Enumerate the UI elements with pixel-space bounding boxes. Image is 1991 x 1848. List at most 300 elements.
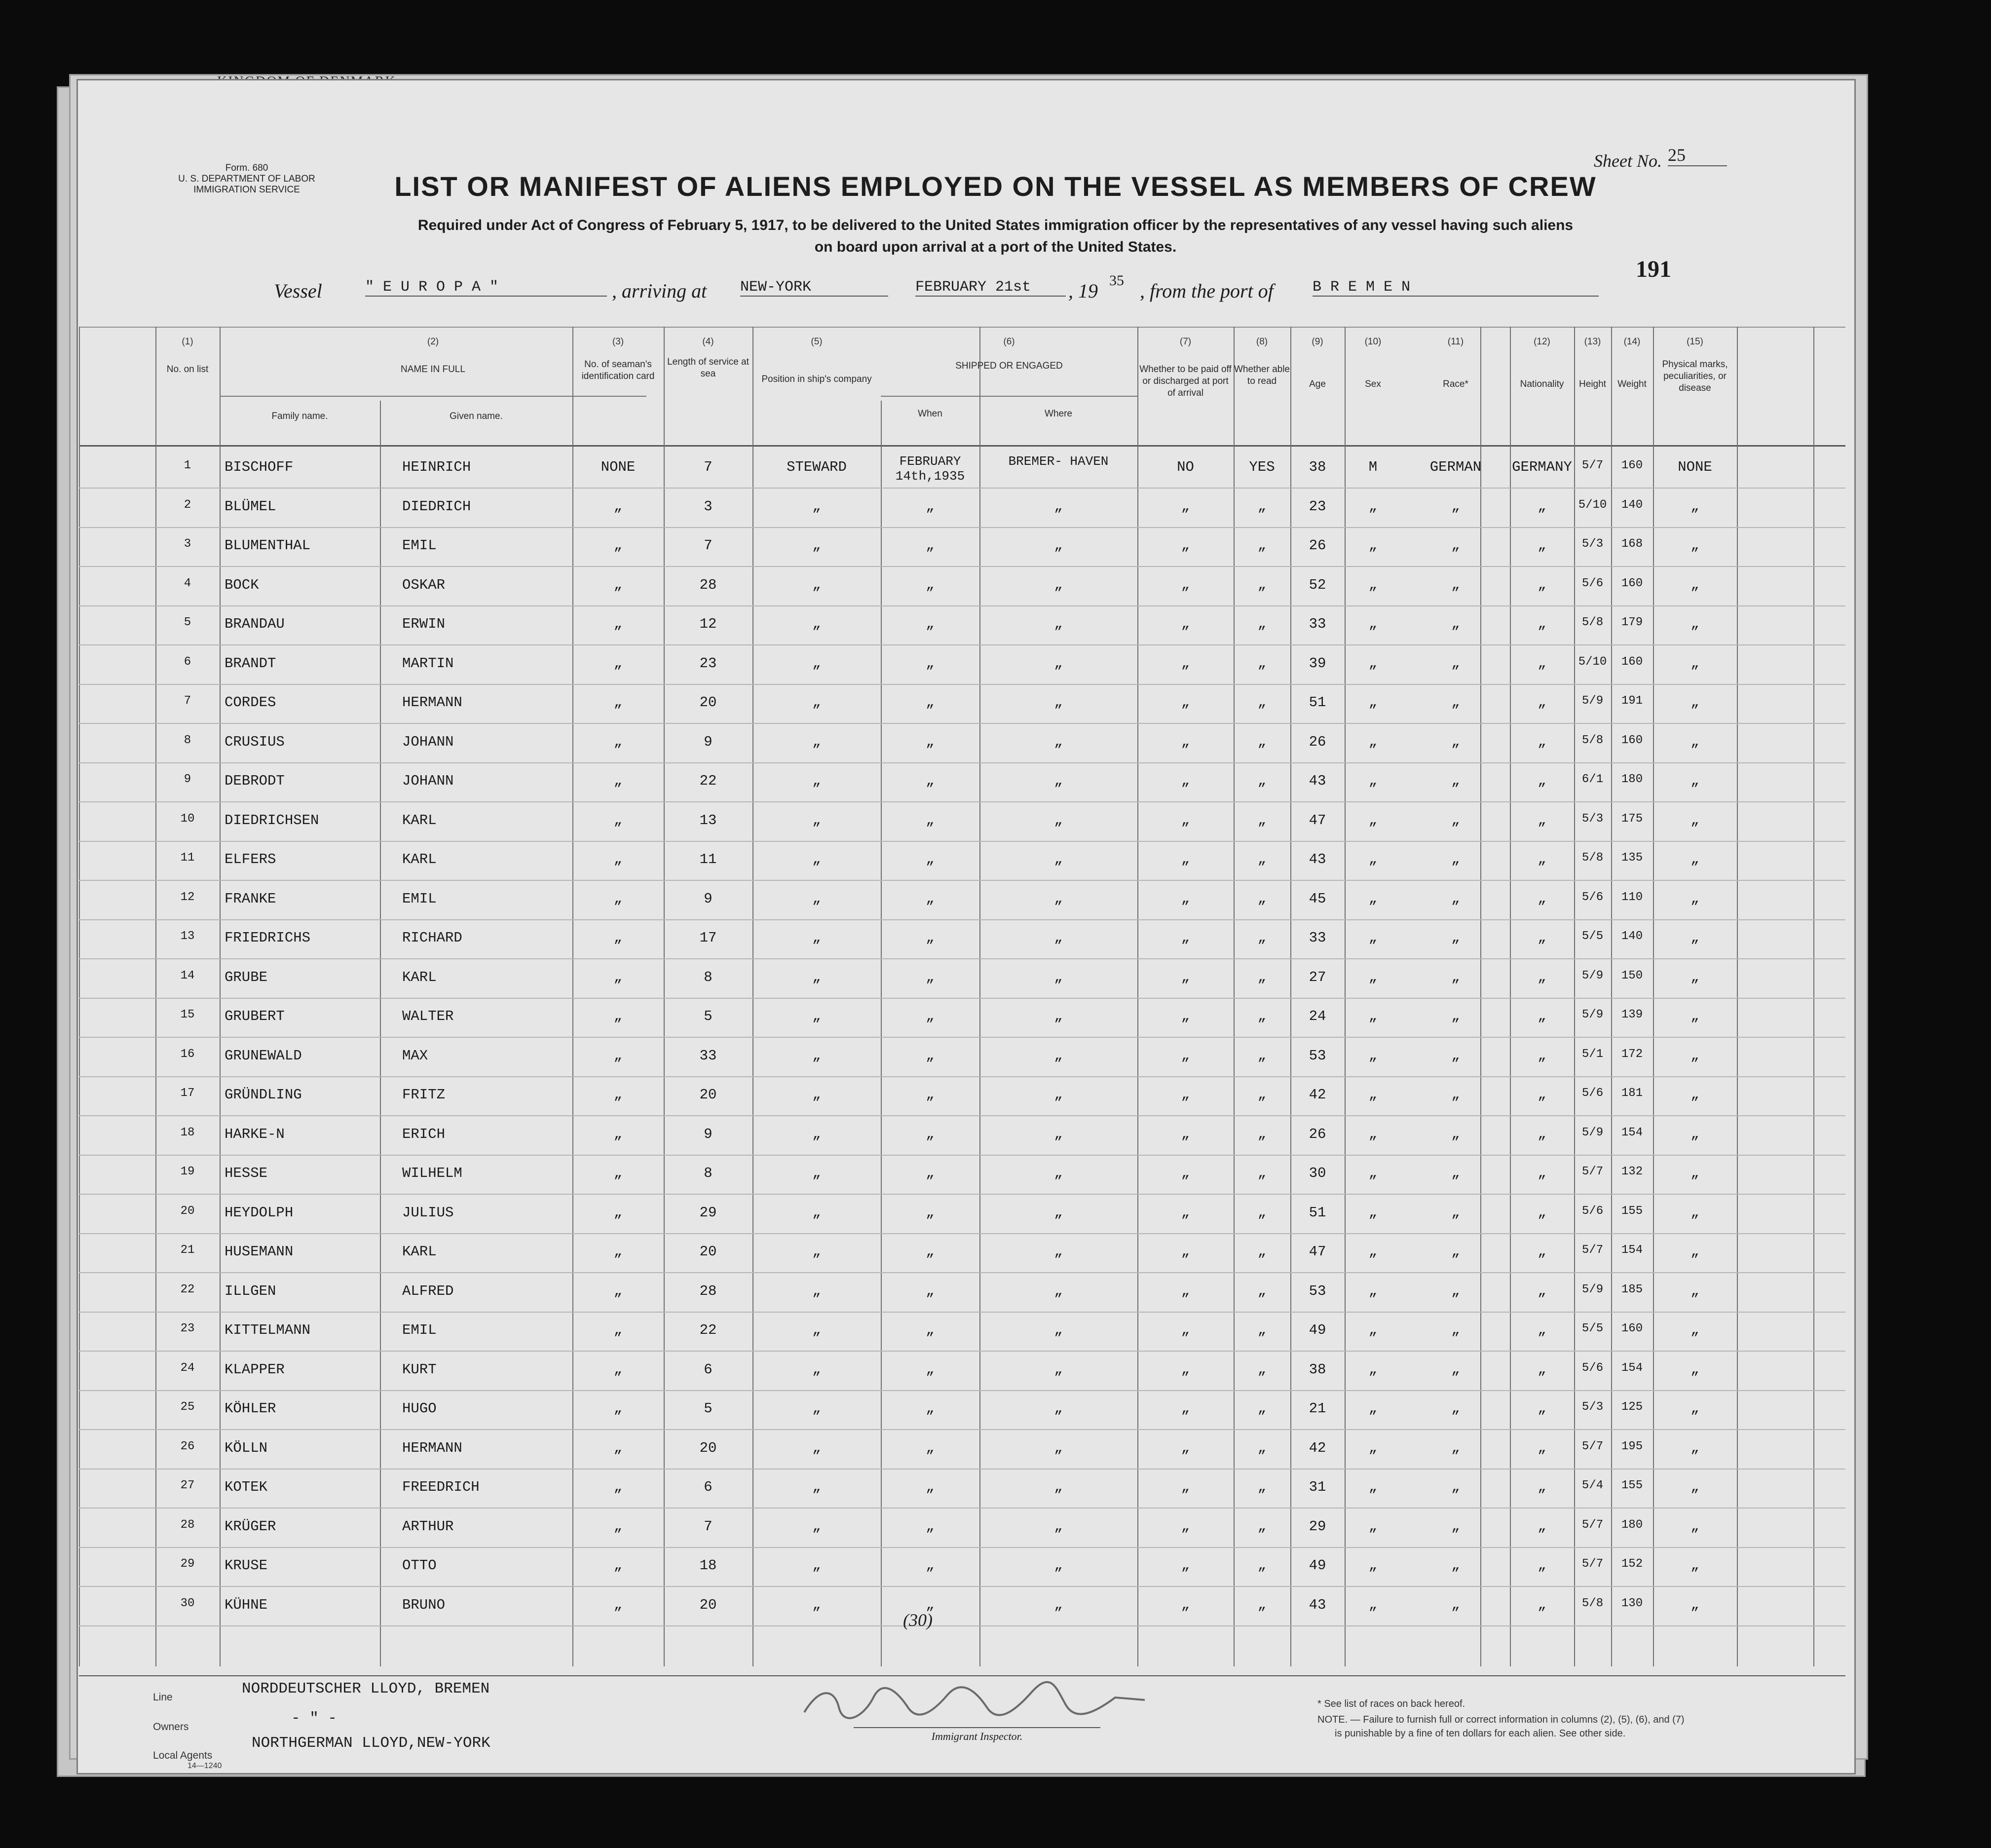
cell-race: „	[1451, 1244, 1460, 1260]
cell-family: BRANDAU	[225, 616, 285, 632]
cell-given: JOHANN	[402, 773, 454, 789]
cell-age: 53	[1309, 1282, 1326, 1299]
cell-height: 5/6	[1581, 890, 1604, 904]
cell-age: 49	[1309, 1557, 1326, 1574]
cell-nationality: „	[1538, 930, 1546, 946]
cell-card: „	[613, 537, 623, 554]
cell-weight: 110	[1621, 890, 1643, 904]
cell-sex: „	[1368, 1361, 1378, 1378]
cell-age: 53	[1309, 1047, 1326, 1064]
cell-age: 26	[1309, 537, 1326, 554]
header-nationality: Nationality	[1520, 379, 1564, 389]
cell-card: „	[613, 733, 623, 750]
row-rule	[79, 644, 1845, 645]
arriving-port: NEW-YORK	[740, 279, 888, 297]
cell-race: „	[1451, 733, 1460, 750]
cell-given: HERMANN	[402, 1439, 462, 1456]
cell-where: „	[1054, 733, 1063, 750]
cell-no: 26	[180, 1439, 195, 1453]
cell-no: 29	[180, 1557, 195, 1571]
cell-race: „	[1451, 1400, 1460, 1417]
cell-service: 6	[704, 1361, 713, 1378]
cell-race: „	[1451, 1165, 1460, 1181]
cell-no: 3	[184, 537, 191, 551]
cell-sex: „	[1368, 1165, 1378, 1181]
cell-age: 24	[1309, 1008, 1326, 1024]
cell-paid: „	[1181, 1282, 1190, 1299]
cell-sex: „	[1368, 1400, 1378, 1417]
cell-marks: „	[1690, 498, 1699, 515]
cell-weight: 175	[1621, 812, 1643, 826]
cell-read: „	[1257, 812, 1267, 829]
bracket-total: (30)	[903, 1610, 933, 1630]
cell-age: 47	[1309, 812, 1326, 829]
cell-no: 22	[180, 1282, 195, 1296]
from-port: B R E M E N	[1313, 279, 1599, 297]
cell-paid: „	[1181, 498, 1190, 515]
cell-where: „	[1054, 1518, 1063, 1535]
cell-marks: „	[1690, 1126, 1699, 1142]
cell-sex: „	[1368, 969, 1378, 985]
colnum-3: (3)	[612, 337, 624, 347]
cell-marks: „	[1690, 851, 1699, 867]
cell-nationality: „	[1538, 733, 1546, 750]
cell-card: „	[613, 930, 623, 946]
cell-age: 26	[1309, 1126, 1326, 1142]
cell-no: 28	[180, 1518, 195, 1532]
cell-height: 5/7	[1581, 1557, 1604, 1571]
cell-service: 28	[699, 1282, 717, 1299]
cell-paid: „	[1181, 1479, 1190, 1495]
inspector-signature	[799, 1678, 1155, 1722]
cell-marks: „	[1690, 1518, 1699, 1535]
subtitle-line-1: Required under Act of Congress of February 5, 1917, to be delivered to the United States immigration officer by the representatives of any vessel having such aliens	[417, 217, 1574, 233]
row-rule	[79, 1233, 1845, 1234]
cell-when: „	[926, 1204, 935, 1221]
cell-nationality: „	[1538, 1087, 1546, 1103]
cell-nationality: „	[1538, 969, 1546, 985]
cell-marks: „	[1690, 1244, 1699, 1260]
cell-weight: 132	[1621, 1165, 1643, 1178]
cell-read: „	[1257, 1322, 1267, 1338]
header-no-on-list: No. on list	[166, 364, 209, 375]
cell-marks: „	[1690, 733, 1699, 750]
cell-given: EMIL	[402, 1322, 437, 1338]
cell-age: 52	[1309, 576, 1326, 593]
row-rule	[79, 566, 1845, 567]
cell-read: „	[1257, 773, 1267, 789]
cell-no: 23	[180, 1322, 195, 1335]
cell-family: BLUMENTHAL	[225, 537, 311, 554]
cell-marks: „	[1690, 1557, 1699, 1574]
cell-race: „	[1451, 616, 1460, 632]
cell-weight: 160	[1621, 733, 1643, 747]
cell-position: „	[812, 851, 821, 867]
cell-where: „	[1054, 537, 1063, 554]
header-paid-off: Whether to be paid off or discharged at port of arrival	[1139, 364, 1232, 398]
colnum-15: (15)	[1687, 337, 1703, 347]
cell-weight: 125	[1621, 1400, 1643, 1414]
row-rule	[79, 1194, 1845, 1195]
cell-no: 30	[180, 1596, 195, 1610]
cell-given: KARL	[402, 969, 437, 985]
footer-rule	[79, 1675, 1845, 1676]
cell-height: 5/8	[1581, 1596, 1604, 1610]
row-rule	[79, 1115, 1845, 1116]
header-able-to-read: Whether able to read	[1234, 364, 1290, 386]
cell-position: „	[812, 890, 821, 907]
cell-where: „	[1054, 1596, 1063, 1613]
cell-where: „	[1054, 1439, 1063, 1456]
cell-read: „	[1257, 537, 1267, 554]
cell-race: „	[1451, 1204, 1460, 1221]
cell-when: „	[926, 1557, 935, 1574]
cell-marks: „	[1690, 576, 1699, 593]
cell-sex: „	[1368, 576, 1378, 593]
cell-position: „	[812, 576, 821, 593]
cell-height: 5/8	[1581, 616, 1604, 629]
row-rule	[79, 1272, 1845, 1273]
cell-weight: 154	[1621, 1361, 1643, 1375]
cell-no: 25	[180, 1400, 195, 1414]
cell-no: 12	[180, 890, 195, 904]
year-suffix: 35	[1109, 272, 1124, 289]
cell-read: YES	[1249, 459, 1275, 475]
cell-read: „	[1257, 1244, 1267, 1260]
cell-marks: „	[1690, 1165, 1699, 1181]
cell-marks: „	[1690, 890, 1699, 907]
shipped-subheader-rule	[881, 396, 1137, 397]
cell-weight: 160	[1621, 1322, 1643, 1335]
cell-where: „	[1054, 694, 1063, 711]
colnum-10: (10)	[1364, 337, 1382, 347]
cell-age: 38	[1309, 1361, 1326, 1378]
cell-read: „	[1257, 1008, 1267, 1024]
cell-family: BRANDT	[225, 655, 276, 672]
cell-when: „	[926, 616, 935, 632]
cell-sex: „	[1368, 733, 1378, 750]
cell-card: „	[613, 576, 623, 593]
cell-card: „	[613, 1008, 623, 1024]
cell-service: 22	[699, 1322, 717, 1338]
cell-race: „	[1451, 773, 1460, 789]
cell-sex: „	[1368, 1087, 1378, 1103]
cell-card: „	[613, 1165, 623, 1181]
cell-service: 5	[704, 1400, 713, 1417]
cell-family: FRANKE	[225, 890, 276, 907]
cell-weight: 140	[1621, 930, 1643, 943]
colnum-12: (12)	[1534, 337, 1550, 347]
cell-paid: NO	[1177, 459, 1194, 475]
cell-marks: „	[1690, 1400, 1699, 1417]
cell-when: „	[926, 1126, 935, 1142]
cell-nationality: „	[1538, 773, 1546, 789]
cell-where: „	[1054, 498, 1063, 515]
cell-age: 51	[1309, 694, 1326, 711]
cell-paid: „	[1181, 1126, 1190, 1142]
cell-card: „	[613, 1244, 623, 1260]
cell-race: „	[1451, 576, 1460, 593]
cell-race: „	[1451, 1361, 1460, 1378]
cell-position: „	[812, 733, 821, 750]
inspector-label: Immigrant Inspector.	[854, 1727, 1100, 1743]
cell-weight: 179	[1621, 616, 1643, 629]
cell-height: 5/9	[1581, 1008, 1604, 1021]
cell-service: 20	[699, 1439, 717, 1456]
header-given-name: Given name.	[450, 411, 503, 421]
cell-sex: „	[1368, 655, 1378, 672]
cell-age: 33	[1309, 930, 1326, 946]
cell-height: 5/5	[1581, 1322, 1604, 1335]
cell-paid: „	[1181, 694, 1190, 711]
cell-card: NONE	[601, 459, 636, 475]
cell-race: „	[1451, 930, 1460, 946]
header-weight: Weight	[1617, 379, 1647, 389]
cell-paid: „	[1181, 773, 1190, 789]
cell-given: HEINRICH	[402, 459, 471, 475]
cell-marks: „	[1690, 1047, 1699, 1064]
cell-when: FEBRUARY 14th,1935	[895, 454, 965, 484]
cell-paid: „	[1181, 1244, 1190, 1260]
row-rule	[79, 527, 1845, 528]
table-top-rule	[79, 327, 1845, 328]
cell-weight: 139	[1621, 1008, 1643, 1021]
cell-race: „	[1451, 1322, 1460, 1338]
cell-race: „	[1451, 1557, 1460, 1574]
cell-when: „	[926, 498, 935, 515]
cell-service: 20	[699, 1596, 717, 1613]
row-rule	[79, 1469, 1845, 1470]
cell-when: „	[926, 890, 935, 907]
cell-position: „	[812, 1282, 821, 1299]
cell-race: „	[1451, 812, 1460, 829]
cell-nationality: GERMANY	[1512, 459, 1572, 475]
cell-height: 5/9	[1581, 1282, 1604, 1296]
row-rule	[79, 1429, 1845, 1430]
cell-service: 9	[704, 733, 713, 750]
cell-weight: 160	[1621, 459, 1643, 472]
note-penalty-1: NOTE. — Failure to furnish full or correct information in columns (2), (5), (6), and (7)	[1317, 1714, 1685, 1725]
cell-family: CRUSIUS	[225, 733, 285, 750]
cell-no: 1	[184, 459, 191, 472]
from-label: , from the port of	[1140, 280, 1274, 302]
cell-race: „	[1451, 1479, 1460, 1495]
cell-sex: „	[1368, 1518, 1378, 1535]
cell-marks: „	[1690, 694, 1699, 711]
cell-given: DIEDRICH	[402, 498, 471, 515]
cell-weight: 185	[1621, 1282, 1643, 1296]
cell-weight: 180	[1621, 773, 1643, 786]
cell-service: 20	[699, 1087, 717, 1103]
cell-weight: 130	[1621, 1596, 1643, 1610]
cell-height: 5/1	[1581, 1047, 1604, 1061]
cell-age: 31	[1309, 1479, 1326, 1495]
cell-marks: NONE	[1678, 459, 1712, 475]
cell-position: STEWARD	[787, 459, 847, 475]
cell-when: „	[926, 930, 935, 946]
cell-given: ERWIN	[402, 616, 446, 632]
cell-card: „	[613, 1087, 623, 1103]
cell-age: 45	[1309, 890, 1326, 907]
cell-sex: „	[1368, 1047, 1378, 1064]
cell-service: 9	[704, 890, 713, 907]
cell-nationality: „	[1538, 1361, 1546, 1378]
cell-sex: „	[1368, 773, 1378, 789]
cell-read: „	[1257, 851, 1267, 867]
cell-marks: „	[1690, 1282, 1699, 1299]
cell-height: 5/10	[1578, 655, 1607, 669]
cell-sex: M	[1368, 459, 1378, 475]
colnum-14: (14)	[1623, 337, 1641, 347]
cell-position: „	[812, 1165, 821, 1181]
row-rule	[79, 723, 1845, 724]
cell-family: GRÜNDLING	[225, 1087, 302, 1103]
cell-weight: 155	[1621, 1479, 1643, 1492]
cell-family: KÖLLN	[225, 1439, 268, 1456]
row-rule	[79, 605, 1845, 606]
cell-position: „	[812, 1244, 821, 1260]
cell-height: 5/6	[1581, 576, 1604, 590]
cell-position: „	[812, 694, 821, 711]
cell-age: 39	[1309, 655, 1326, 672]
cell-when: „	[926, 1596, 935, 1613]
row-rule	[79, 1547, 1845, 1548]
cell-paid: „	[1181, 851, 1190, 867]
cell-position: „	[812, 1557, 821, 1574]
cell-weight: 155	[1621, 1204, 1643, 1218]
cell-paid: „	[1181, 576, 1190, 593]
cell-card: „	[613, 1479, 623, 1495]
cell-height: 5/3	[1581, 812, 1604, 826]
header-physical-marks: Physical marks, peculiarities, or disease	[1662, 359, 1728, 393]
cell-where: „	[1054, 1126, 1063, 1142]
cell-card: „	[613, 1282, 623, 1299]
cell-sex: „	[1368, 498, 1378, 515]
cell-paid: „	[1181, 537, 1190, 554]
cell-where: „	[1054, 1087, 1063, 1103]
cell-paid: „	[1181, 1518, 1190, 1535]
cell-marks: „	[1690, 1087, 1699, 1103]
cell-position: „	[812, 1518, 821, 1535]
cell-when: „	[926, 1087, 935, 1103]
cell-height: 5/6	[1581, 1087, 1604, 1100]
cell-marks: „	[1690, 773, 1699, 789]
cell-nationality: „	[1538, 498, 1546, 515]
cell-paid: „	[1181, 1047, 1190, 1064]
cell-read: „	[1257, 498, 1267, 515]
cell-position: „	[812, 773, 821, 789]
cell-when: „	[926, 969, 935, 985]
cell-card: „	[613, 1361, 623, 1378]
cell-nationality: „	[1538, 1400, 1546, 1417]
cell-race: GERMAN	[1429, 459, 1482, 475]
form-number: Form. 680	[225, 163, 268, 173]
cell-weight: 191	[1621, 694, 1643, 708]
cell-card: „	[613, 773, 623, 789]
cell-when: „	[926, 1479, 935, 1495]
cell-weight: 150	[1621, 969, 1643, 982]
cell-where: „	[1054, 1557, 1063, 1574]
cell-race: „	[1451, 969, 1460, 985]
cell-read: „	[1257, 969, 1267, 985]
cell-service: 7	[704, 459, 713, 475]
cell-given: JOHANN	[402, 733, 454, 750]
cell-age: 49	[1309, 1322, 1326, 1338]
cell-height: 5/7	[1581, 459, 1604, 472]
row-rule	[79, 1625, 1845, 1626]
cell-read: „	[1257, 1282, 1267, 1299]
cell-paid: „	[1181, 1204, 1190, 1221]
row-rule	[79, 1312, 1845, 1313]
cell-paid: „	[1181, 1087, 1190, 1103]
cell-when: „	[926, 537, 935, 554]
cell-read: „	[1257, 694, 1267, 711]
cell-service: 20	[699, 694, 717, 711]
cell-when: „	[926, 576, 935, 593]
cell-read: „	[1257, 616, 1267, 632]
cell-weight: 180	[1621, 1518, 1643, 1532]
cell-card: „	[613, 694, 623, 711]
cell-sex: „	[1368, 1126, 1378, 1142]
row-rule	[79, 958, 1845, 959]
cell-read: „	[1257, 1439, 1267, 1456]
year-prefix: , 19	[1068, 280, 1098, 302]
cell-marks: „	[1690, 930, 1699, 946]
cell-race: „	[1451, 890, 1460, 907]
cell-paid: „	[1181, 812, 1190, 829]
colnum-8: (8)	[1256, 337, 1268, 347]
cell-age: 21	[1309, 1400, 1326, 1417]
cell-given: WILHELM	[402, 1165, 462, 1181]
cell-where: „	[1054, 1479, 1063, 1495]
cell-nationality: „	[1538, 1204, 1546, 1221]
cell-service: 12	[699, 616, 717, 632]
cell-race: „	[1451, 1518, 1460, 1535]
row-rule	[79, 1076, 1845, 1077]
local-agents-label: Local Agents	[153, 1750, 213, 1761]
cell-sex: „	[1368, 890, 1378, 907]
cell-service: 11	[699, 851, 717, 867]
cell-given: EMIL	[402, 537, 437, 554]
cell-sex: „	[1368, 1204, 1378, 1221]
header-shipped-or-engaged: SHIPPED OR ENGAGED	[955, 361, 1063, 371]
cell-no: 15	[180, 1008, 195, 1021]
cell-family: GRUBERT	[225, 1008, 285, 1024]
col-line	[380, 401, 381, 1666]
cell-read: „	[1257, 1479, 1267, 1495]
cell-where: „	[1054, 655, 1063, 672]
cell-service: 5	[704, 1008, 713, 1024]
header-when: When	[918, 409, 942, 419]
header-id-card: No. of seaman's identification card	[581, 359, 655, 381]
cell-nationality: „	[1538, 1282, 1546, 1299]
cell-where: „	[1054, 1322, 1063, 1338]
vessel-label: Vessel	[274, 280, 322, 302]
cell-sex: „	[1368, 1596, 1378, 1613]
row-rule	[79, 762, 1845, 763]
cell-given: MARTIN	[402, 655, 454, 672]
cell-family: KRUSE	[225, 1557, 268, 1574]
cell-service: 29	[699, 1204, 717, 1221]
cell-card: „	[613, 1596, 623, 1613]
cell-when: „	[926, 812, 935, 829]
cell-nationality: „	[1538, 537, 1546, 554]
header-race: Race*	[1443, 379, 1468, 389]
cell-card: „	[613, 890, 623, 907]
cell-where: „	[1054, 812, 1063, 829]
cell-no: 5	[184, 616, 191, 629]
cell-position: „	[812, 1479, 821, 1495]
